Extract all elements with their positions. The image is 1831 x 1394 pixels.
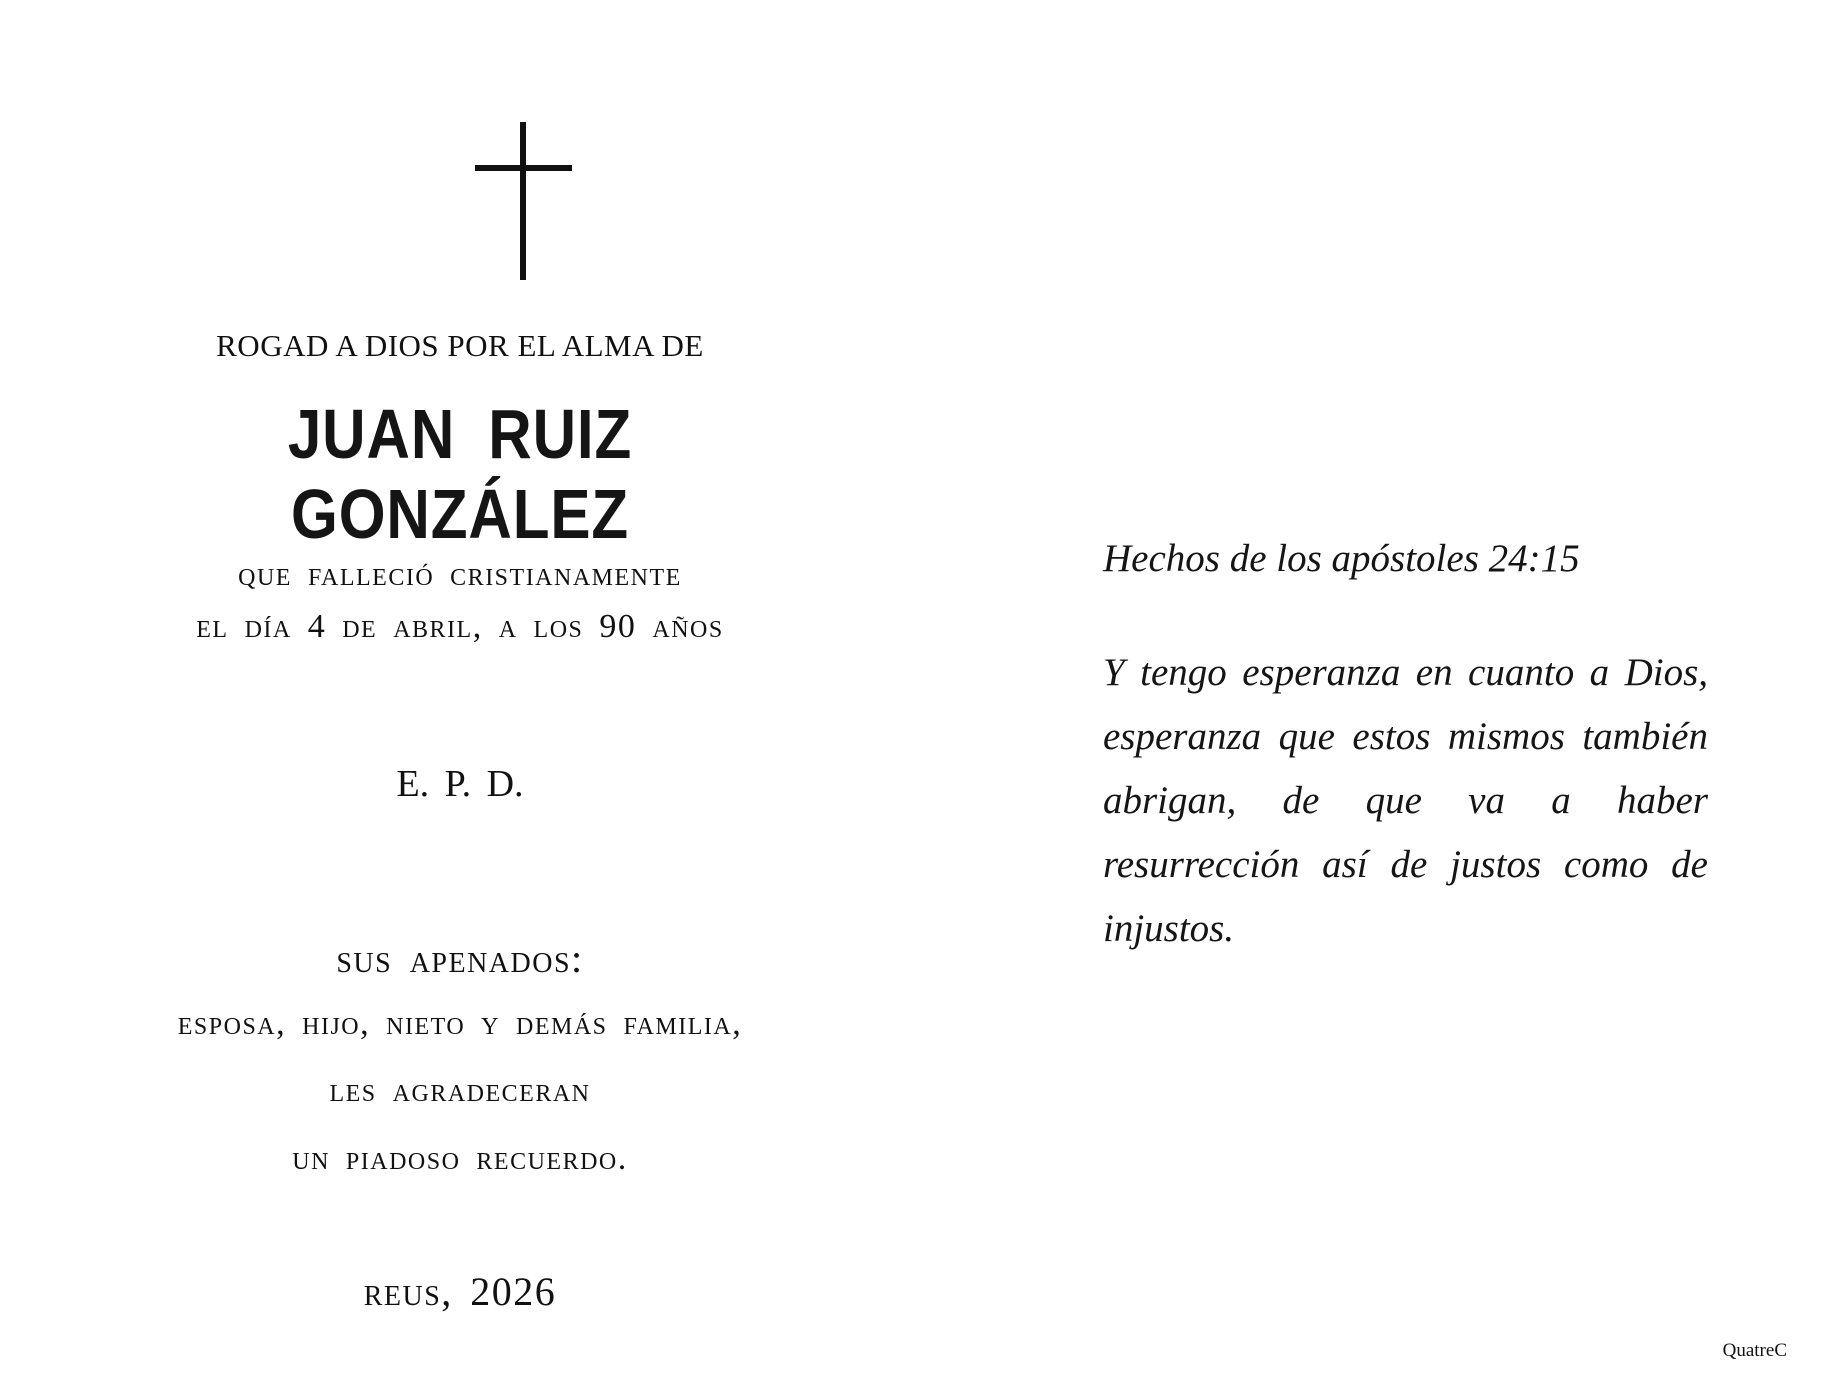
death-notice-line-1: que falleció cristianamente (238, 556, 682, 593)
mourners-remembrance-line: un piadoso recuerdo. (292, 1140, 628, 1177)
mourners-thanks-line: les agradeceran (329, 1072, 591, 1109)
rest-in-peace-abbreviation: E. P. D. (396, 763, 524, 805)
place-and-year: reus, 2026 (363, 1269, 557, 1314)
deceased-name: JUAN RUIZ GONZÁLEZ (287, 395, 633, 553)
death-notice-line-2: el día 4 de abril, a los 90 años (196, 608, 724, 645)
verse-reference: Hechos de los apóstoles 24:15 (1103, 537, 1580, 580)
latin-cross-icon (475, 122, 575, 280)
memorial-left-panel (60, 0, 860, 1394)
prayer-intro: ROGAD A DIOS POR EL ALMA DE (216, 328, 704, 363)
verse-text: Y tengo esperanza en cuanto a Dios, esperanza que estos mismos también abrigan, de que va a haber resurrección así de justos como de injustos. (1103, 651, 1708, 950)
mourners-title: sus apenados: (336, 936, 584, 981)
bible-verse-panel (1103, 535, 1708, 961)
mourners-family-line: esposa, hijo, nieto y demás familia, (177, 1005, 743, 1042)
printer-imprint: QuatreC (1722, 1340, 1787, 1361)
